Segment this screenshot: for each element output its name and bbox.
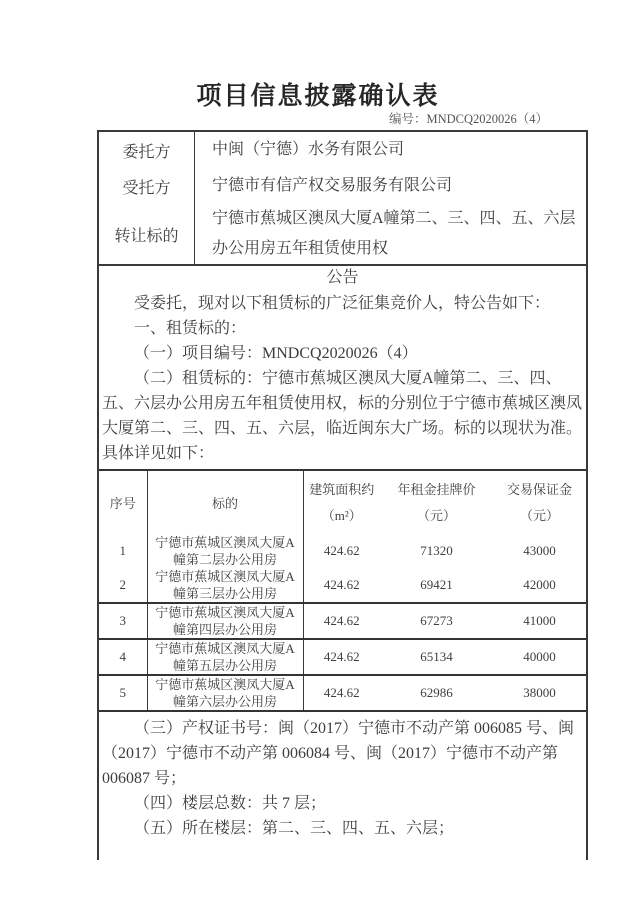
lot-table-row [99, 534, 586, 568]
announcement-paragraph: 一、租赁标的： [134, 320, 247, 337]
page-title: 项目信息披露确认表 [196, 83, 440, 110]
subject-cell: 宁德市蕉城区澳凤大厦A幢第五层办公用房 [147, 639, 303, 675]
area-cell: 424.62 [323, 543, 360, 558]
lot-table-header-row [99, 470, 586, 534]
header-area: 建筑面积约 （m²） [309, 481, 375, 523]
lot-table [99, 469, 586, 712]
seq-cell: 1 [99, 534, 147, 568]
deposit-cell: 43000 [523, 543, 556, 558]
info-row-trustee [99, 168, 586, 204]
subject-cell: 宁德市蕉城区澳凤大厦A幢第二层办公用房 [147, 534, 303, 568]
footer-paragraph: （五）所在楼层：第二、三、四、五、六层； [134, 820, 455, 837]
announcement-body [99, 290, 586, 469]
info-value: 宁德市蕉城区澳凤大厦A幢第二、三、四、五、六层办公用房五年租赁使用权 [212, 210, 576, 257]
announcement-paragraph: （一）项目编号：MNDCQ2020026（4） [134, 345, 418, 362]
document-table [97, 130, 588, 860]
header-price: 年租金挂牌价（元） [397, 481, 476, 523]
info-table [99, 132, 586, 266]
announcement-header: 公告 [326, 269, 359, 286]
lot-table-row [99, 639, 586, 675]
info-value: 宁德市有信产权交易服务有限公司 [212, 177, 453, 194]
deposit-cell: 42000 [493, 568, 586, 603]
deposit-cell: 38000 [523, 685, 556, 700]
info-label: 委托方 [99, 132, 195, 168]
announcement-paragraph: （二）租赁标的：宁德市蕉城区澳凤大厦A幢第二、三、四、五、六层办公用房五年租赁使用权，标的分别位于宁德市蕉城区澳凤大厦第二、三、四、五、六层，临近闽东大广场。标的以现状为准。具体详见如下： [102, 370, 583, 462]
lot-table-row [99, 568, 586, 603]
price-cell: 62986 [420, 685, 453, 700]
price-cell: 69421 [380, 568, 493, 603]
info-row-transfer-subject [99, 204, 586, 264]
area-cell: 424.62 [303, 639, 380, 675]
announcement-paragraph: 受委托，现对以下租赁标的广泛征集竞价人，特公告如下： [134, 295, 551, 312]
price-cell: 67273 [380, 603, 493, 639]
info-row-consignor [99, 132, 586, 168]
subject-cell: 宁德市蕉城区澳凤大厦A幢第三层办公用房 [147, 568, 303, 603]
doc-number: 编号：MNDCQ2020026（4） [388, 112, 548, 126]
area-cell: 424.62 [323, 685, 360, 700]
deposit-cell: 40000 [493, 639, 586, 675]
area-cell: 424.62 [303, 568, 380, 603]
area-cell: 424.62 [303, 603, 380, 639]
info-value: 中闽（宁德）水务有限公司 [212, 141, 405, 158]
subject-cell: 宁德市蕉城区澳凤大厦A幢第六层办公用房 [147, 675, 303, 711]
seq-cell: 4 [99, 639, 147, 675]
footer-notes [99, 712, 586, 841]
seq-cell: 5 [99, 675, 147, 711]
seq-cell: 3 [99, 603, 147, 639]
header-subject: 标的 [147, 470, 303, 534]
price-cell: 71320 [420, 543, 453, 558]
footer-paragraph: （四）楼层总数：共 7 层； [134, 795, 327, 812]
subject-cell: 宁德市蕉城区澳凤大厦A幢第四层办公用房 [147, 603, 303, 639]
info-label: 转让标的 [99, 204, 195, 264]
deposit-cell: 41000 [493, 603, 586, 639]
info-label: 受托方 [99, 168, 195, 204]
price-cell: 65134 [380, 639, 493, 675]
header-seq: 序号 [99, 470, 147, 534]
lot-table-row [99, 603, 586, 639]
lot-table-row [99, 675, 586, 711]
header-deposit: 交易保证金 （元） [506, 481, 572, 523]
footer-paragraph: （三）产权证书号：闽（2017）宁德市不动产第 006085 号、闽（2017）宁德市不动产第 006084 号、闽（2017）宁德市不动产第 006087 号； [102, 720, 575, 787]
seq-cell: 2 [99, 568, 147, 603]
